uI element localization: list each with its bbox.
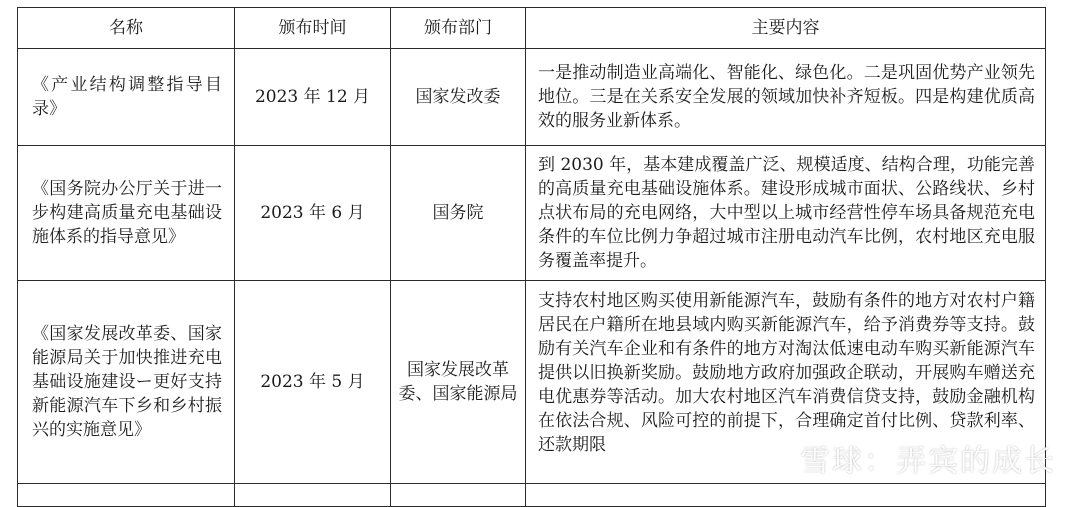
policy-content: 一是推动制造业高端化、智能化、绿色化。二是巩固优势产业领先地位。三是在关系安全发展的领域加快补齐短板。四是构建优质高效的服务业新体系。 (526, 49, 1046, 146)
empty-cell (235, 484, 391, 507)
header-department: 颁布部门 (391, 8, 526, 49)
policy-table (17, 7, 1046, 507)
policy-department: 国家发改委 (391, 49, 526, 146)
policy-name: 《国务院办公厅关于进一步构建高质量充电基础设施体系的指导意见》 (18, 146, 235, 281)
policy-date: 2023 年 12 月 (235, 49, 391, 146)
table-header-row (18, 8, 1046, 49)
empty-cell (391, 484, 526, 507)
policy-date: 2023 年 6 月 (235, 146, 391, 281)
header-name: 名称 (18, 8, 235, 49)
policy-name: 《国家发展改革委、国家能源局关于加快推进充电基础设施建设ー更好支持新能源汽车下乡和乡村振兴的实施意见》 (18, 281, 235, 484)
header-content: 主要内容 (526, 8, 1046, 49)
table-row-partial (18, 484, 1046, 507)
policy-content: 支持农村地区购买使用新能源汽车，鼓励有条件的地方对农村户籍居民在户籍所在地县域内购买新能源汽车，给予消费券等支持。鼓励有关汽车企业和有条件的地方对淘汰低速电动车购买新能源汽车提供以旧换新奖励。鼓励地方政府加强政企联动，开展购车赠送充电优惠券等活动。加大农村地区汽车消费信贷支持，鼓励金融机构在依法合规、风险可控的前提下，合理确定首付比例、贷款利率、还款期限 (526, 281, 1046, 484)
policy-name: 《产业结构调整指导目录》 (18, 49, 235, 146)
table-row (18, 146, 1046, 281)
header-date: 颁布时间 (235, 8, 391, 49)
watermark-text: 雪球：弄宾的成长 (800, 444, 1056, 479)
policy-department: 国务院 (391, 146, 526, 281)
policy-date: 2023 年 5 月 (235, 281, 391, 484)
table-row (18, 49, 1046, 146)
policy-department: 国家发展改革委、国家能源局 (391, 281, 526, 484)
empty-cell (18, 484, 235, 507)
policy-content: 到 2030 年，基本建成覆盖广泛、规模适度、结构合理，功能完善的高质量充电基础设施体系。建设形成城市面状、公路线状、乡村点状布局的充电网络，大中型以上城市经营性停车场具备规范充电条件的车位比例力争超过城市注册电动汽车比例，农村地区充电服务覆盖率提升。 (526, 146, 1046, 281)
empty-cell (526, 484, 1046, 507)
watermark (760, 436, 1056, 480)
snowball-logo-icon (760, 441, 794, 475)
